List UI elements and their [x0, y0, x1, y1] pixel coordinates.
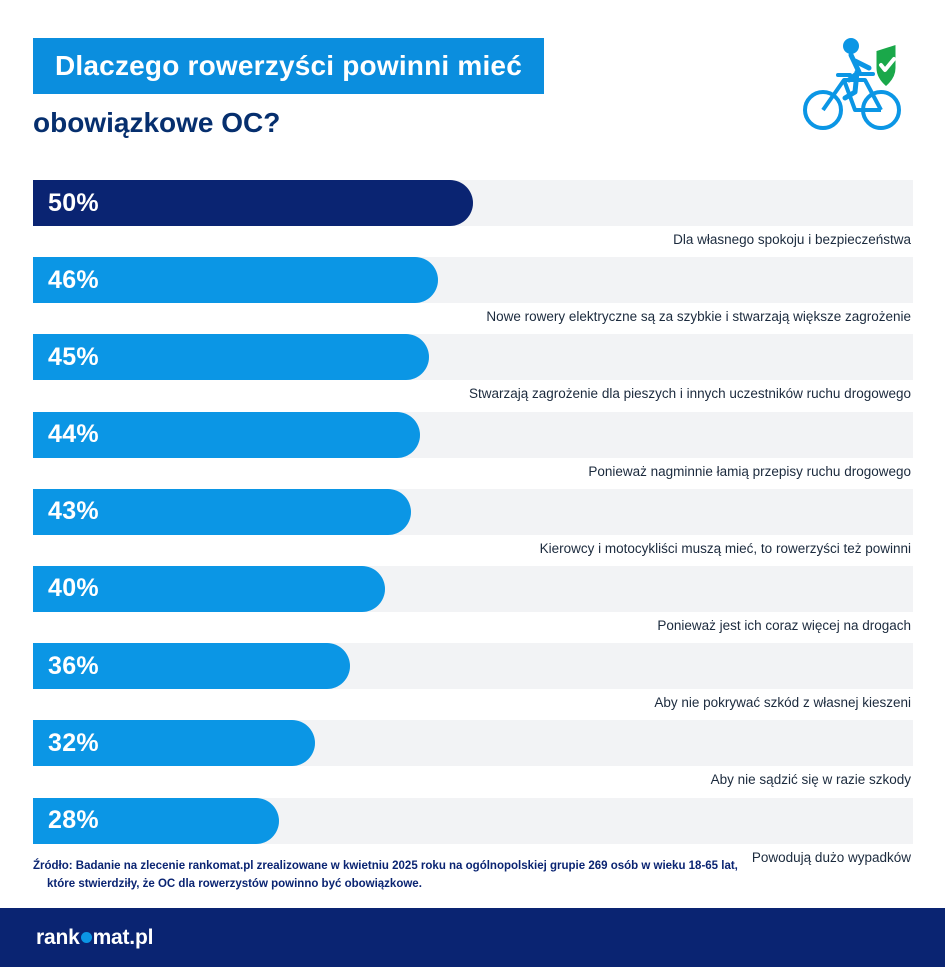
bar	[33, 489, 411, 535]
bar-value: 50%	[48, 188, 99, 217]
bar-label: Dla własnego spokoju i bezpieczeństwa	[673, 232, 911, 247]
logo-text-part2: mat.pl	[92, 925, 154, 949]
logo-text-part1: rank	[36, 925, 80, 949]
bar-label: Aby nie pokrywać szkód z własnej kieszeni	[654, 695, 911, 711]
bar	[33, 566, 385, 612]
source-line2: które stwierdziły, że OC dla rowerzystów powinno być obowiązkowe.	[47, 877, 422, 890]
bar-label: Kierowcy i motocykliści muszą mieć, to rowerzyści też powinni	[539, 540, 911, 556]
chart-row	[33, 412, 913, 480]
bar	[33, 180, 473, 226]
bar	[33, 334, 429, 380]
bar-label: Nowe rowery elektryczne są za szybkie i stwarzają większe zagrożenie	[486, 309, 911, 325]
source-line1: Źródło: Badanie na zlecenie rankomat.pl zrealizowane w kwietniu 2025 roku na ogólnopolskiej grupie 269 osób w wieku 18-65 lat,	[33, 860, 738, 872]
bar-track	[33, 720, 913, 766]
rankomat-logo	[36, 926, 153, 950]
cyclist-shield-icon	[797, 28, 907, 133]
bar-track	[33, 334, 913, 380]
chart-row	[33, 643, 913, 711]
chart-row	[33, 180, 913, 248]
logo-dot-icon	[81, 932, 92, 943]
chart-row	[33, 489, 913, 557]
bar	[33, 257, 438, 303]
bar-value: 32%	[48, 728, 99, 757]
chart-row	[33, 334, 913, 402]
bar-label: Ponieważ nagminnie łamią przepisy ruchu drogowego	[588, 463, 911, 479]
page-title-line2: obowiązkowe OC?	[33, 107, 281, 139]
chart-row	[33, 720, 913, 788]
header	[33, 38, 913, 138]
bar-value: 45%	[48, 342, 99, 371]
bar-track	[33, 180, 913, 226]
source-note	[33, 858, 913, 894]
bar	[33, 720, 315, 766]
bar-track	[33, 643, 913, 689]
bar-track	[33, 257, 913, 303]
bar-chart	[33, 180, 913, 875]
bar-value: 43%	[48, 497, 99, 526]
chart-row	[33, 257, 913, 325]
bar-label: Ponieważ jest ich coraz więcej na drogach	[657, 617, 911, 633]
page-title-line1: Dlaczego rowerzyści powinni mieć	[33, 38, 544, 94]
bar-label: Aby nie sądzić się w razie szkody	[710, 772, 911, 788]
bar-value: 40%	[48, 574, 99, 603]
footer	[0, 908, 945, 967]
chart-row	[33, 566, 913, 634]
bar-value: 36%	[48, 651, 99, 680]
bar-value: 28%	[48, 806, 99, 834]
bar	[33, 643, 350, 689]
bar-track	[33, 798, 913, 844]
bar-value: 46%	[48, 265, 99, 294]
bar-value: 44%	[48, 420, 99, 449]
chart-row	[33, 798, 913, 866]
bar	[33, 798, 279, 844]
bar-label: Stwarzają zagrożenie dla pieszych i innych uczestników ruchu drogowego	[469, 386, 911, 402]
bar-track	[33, 412, 913, 458]
bar	[33, 412, 420, 458]
bar-track	[33, 566, 913, 612]
bar-track	[33, 489, 913, 535]
bar-label: Powodują dużo wypadków	[751, 849, 911, 865]
